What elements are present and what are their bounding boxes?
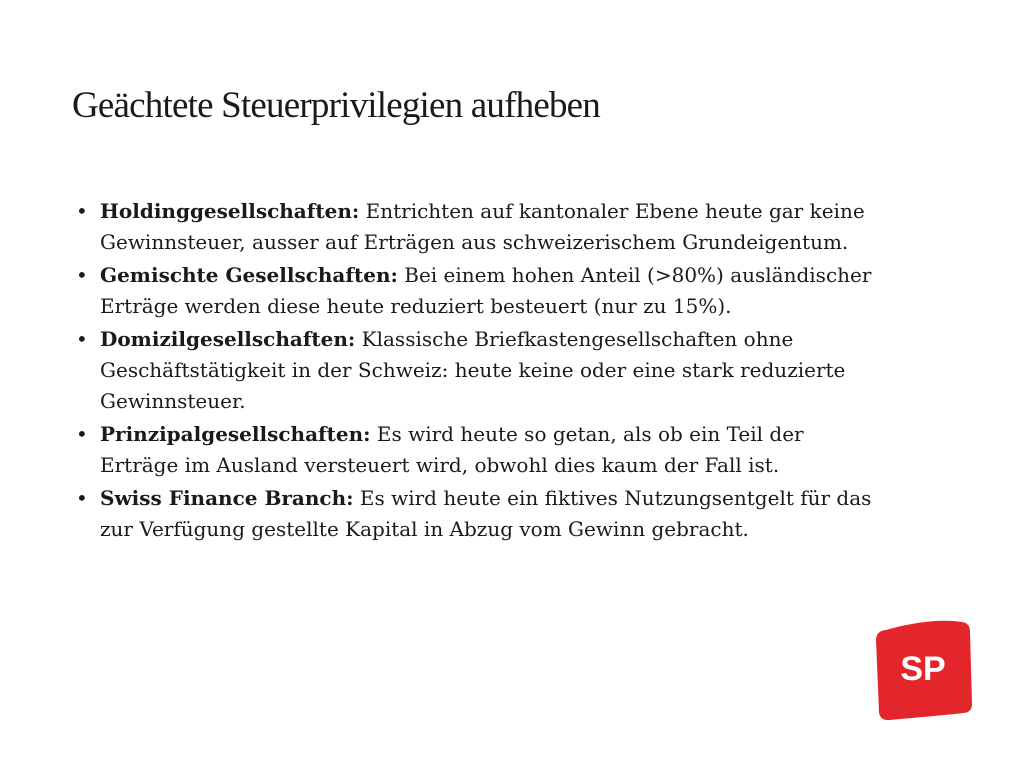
bullet-item-finance-branch <box>76 483 876 545</box>
bullet-item-mixed <box>76 260 876 322</box>
slide-title: Geächtete Steuerprivilegien aufheben <box>72 85 600 126</box>
bullet-term: Holdinggesellschaften: <box>100 199 360 223</box>
bullet-term: Domizilgesellschaften: <box>100 327 356 351</box>
bullet-marker: • <box>76 422 88 446</box>
sp-logo <box>876 618 972 720</box>
bullet-text: Es wird heute ein fiktives Nutzungsentgelt für das zur Verfügung gestellte Kapital in Abzug vom Gewinn gebracht. <box>100 486 872 541</box>
bullet-text: Klassische Briefkastengesellschaften ohne Geschäftstätigkeit in der Schweiz: heute keine oder eine stark reduzierte Gewinnsteuer. <box>100 327 846 413</box>
bullet-marker: • <box>76 263 88 287</box>
bullet-marker: • <box>76 327 88 351</box>
bullet-marker: • <box>76 486 88 510</box>
bullet-term: Swiss Finance Branch: <box>100 486 354 510</box>
bullet-text: Es wird heute so getan, als ob ein Teil der Erträge im Ausland versteuert wird, obwohl dies kaum der Fall ist. <box>100 422 804 477</box>
sp-logo-text: SP <box>900 650 946 688</box>
bullet-term: Prinzipalgesellschaften: <box>100 422 371 446</box>
bullet-term: Gemischte Gesellschaften: <box>100 263 398 287</box>
bullet-marker: • <box>76 199 88 223</box>
bullet-text: Entrichten auf kantonaler Ebene heute gar keine Gewinnsteuer, ausser auf Erträgen aus schweizerischem Grundeigentum. <box>100 199 865 254</box>
bullet-text: Bei einem hohen Anteil (>80%) ausländischer Erträge werden diese heute reduziert besteuert (nur zu 15%). <box>100 263 872 318</box>
bullet-item-principal <box>76 419 876 481</box>
bullet-item-domicile <box>76 324 876 417</box>
bullet-item-holding <box>76 196 876 258</box>
bullet-list <box>76 196 876 547</box>
